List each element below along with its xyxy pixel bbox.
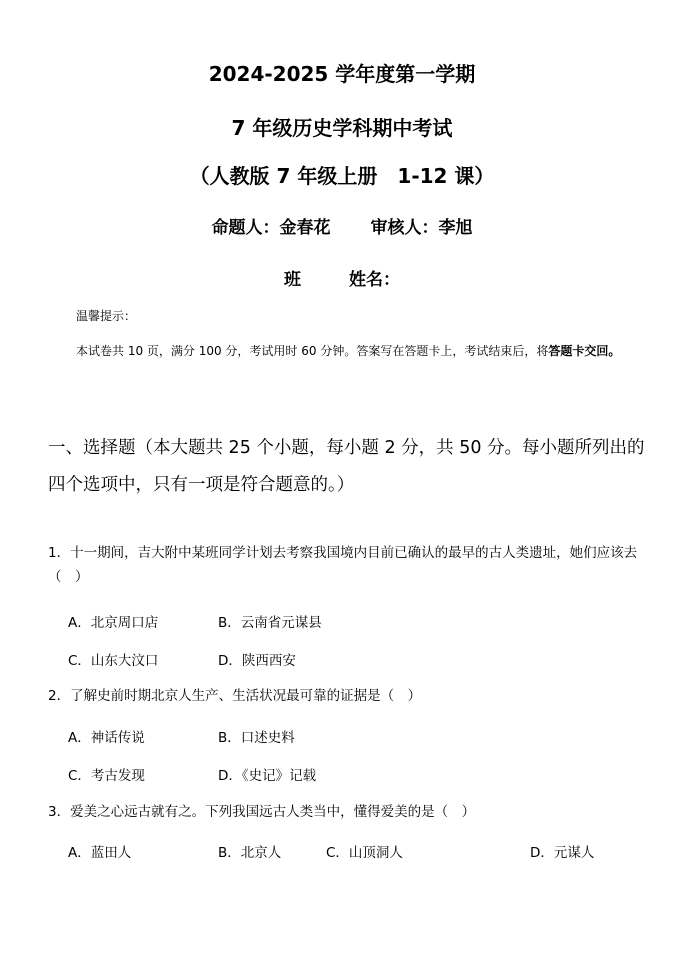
- option-b: B．云南省元谋县: [218, 615, 322, 631]
- question-stem: 3．爱美之心远古就有之。下列我国远古人类当中，懂得爱美的是（ ）: [48, 804, 476, 820]
- exam-scope-title: （人教版 7 年级上册 1-12 课）: [189, 164, 495, 188]
- exam-year-title: 2024-2025 学年度第一学期: [208, 62, 476, 86]
- author-line: [0, 213, 684, 238]
- option-c: C．考古发现: [68, 768, 145, 784]
- question-stem: 1．十一期间，吉大附中某班同学计划去考察我国境内目前已确认的最早的古人类遗址，她们应该去（ ）: [48, 545, 638, 585]
- tips-title: 温馨提示：: [76, 309, 137, 323]
- option-c: C．山顶洞人: [326, 845, 403, 861]
- class-name-line: [0, 265, 684, 290]
- tips-body-bold: 答题卡交回。: [548, 344, 621, 358]
- option-b: B．北京人: [218, 845, 282, 861]
- section-title: 一、选择题（本大题共 25 个小题，每小题 2 分，共 50 分。每小题所列出的四个选项中，只有一项是符合题意的。）: [48, 438, 645, 495]
- option-b: B．口述史料: [218, 730, 295, 746]
- author-name: 命题人：金春花: [211, 218, 331, 238]
- option-d: D．元谋人: [530, 845, 595, 861]
- name-label: 姓名：: [349, 270, 400, 290]
- reviewer-name: 审核人：李旭: [370, 218, 473, 238]
- option-a: A．蓝田人: [68, 845, 132, 861]
- option-d: D．《史记》记载: [218, 768, 317, 784]
- question-stem: 2．了解史前时期北京人生产、生活状况最可靠的证据是（ ）: [48, 688, 422, 704]
- tips-body: [76, 340, 642, 363]
- exam-subject-title: 7 年级历史学科期中考试: [231, 116, 453, 140]
- option-c: C．山东大汶口: [68, 653, 159, 669]
- class-label: 班: [284, 270, 301, 290]
- option-d: D．陕西西安: [218, 653, 296, 669]
- option-a: A．北京周口店: [68, 615, 159, 631]
- option-a: A．神话传说: [68, 730, 145, 746]
- tips-body-text: 本试卷共 10 页，满分 100 分，考试用时 60 分钟。答案写在答题卡上，考试结束后，将: [76, 344, 549, 358]
